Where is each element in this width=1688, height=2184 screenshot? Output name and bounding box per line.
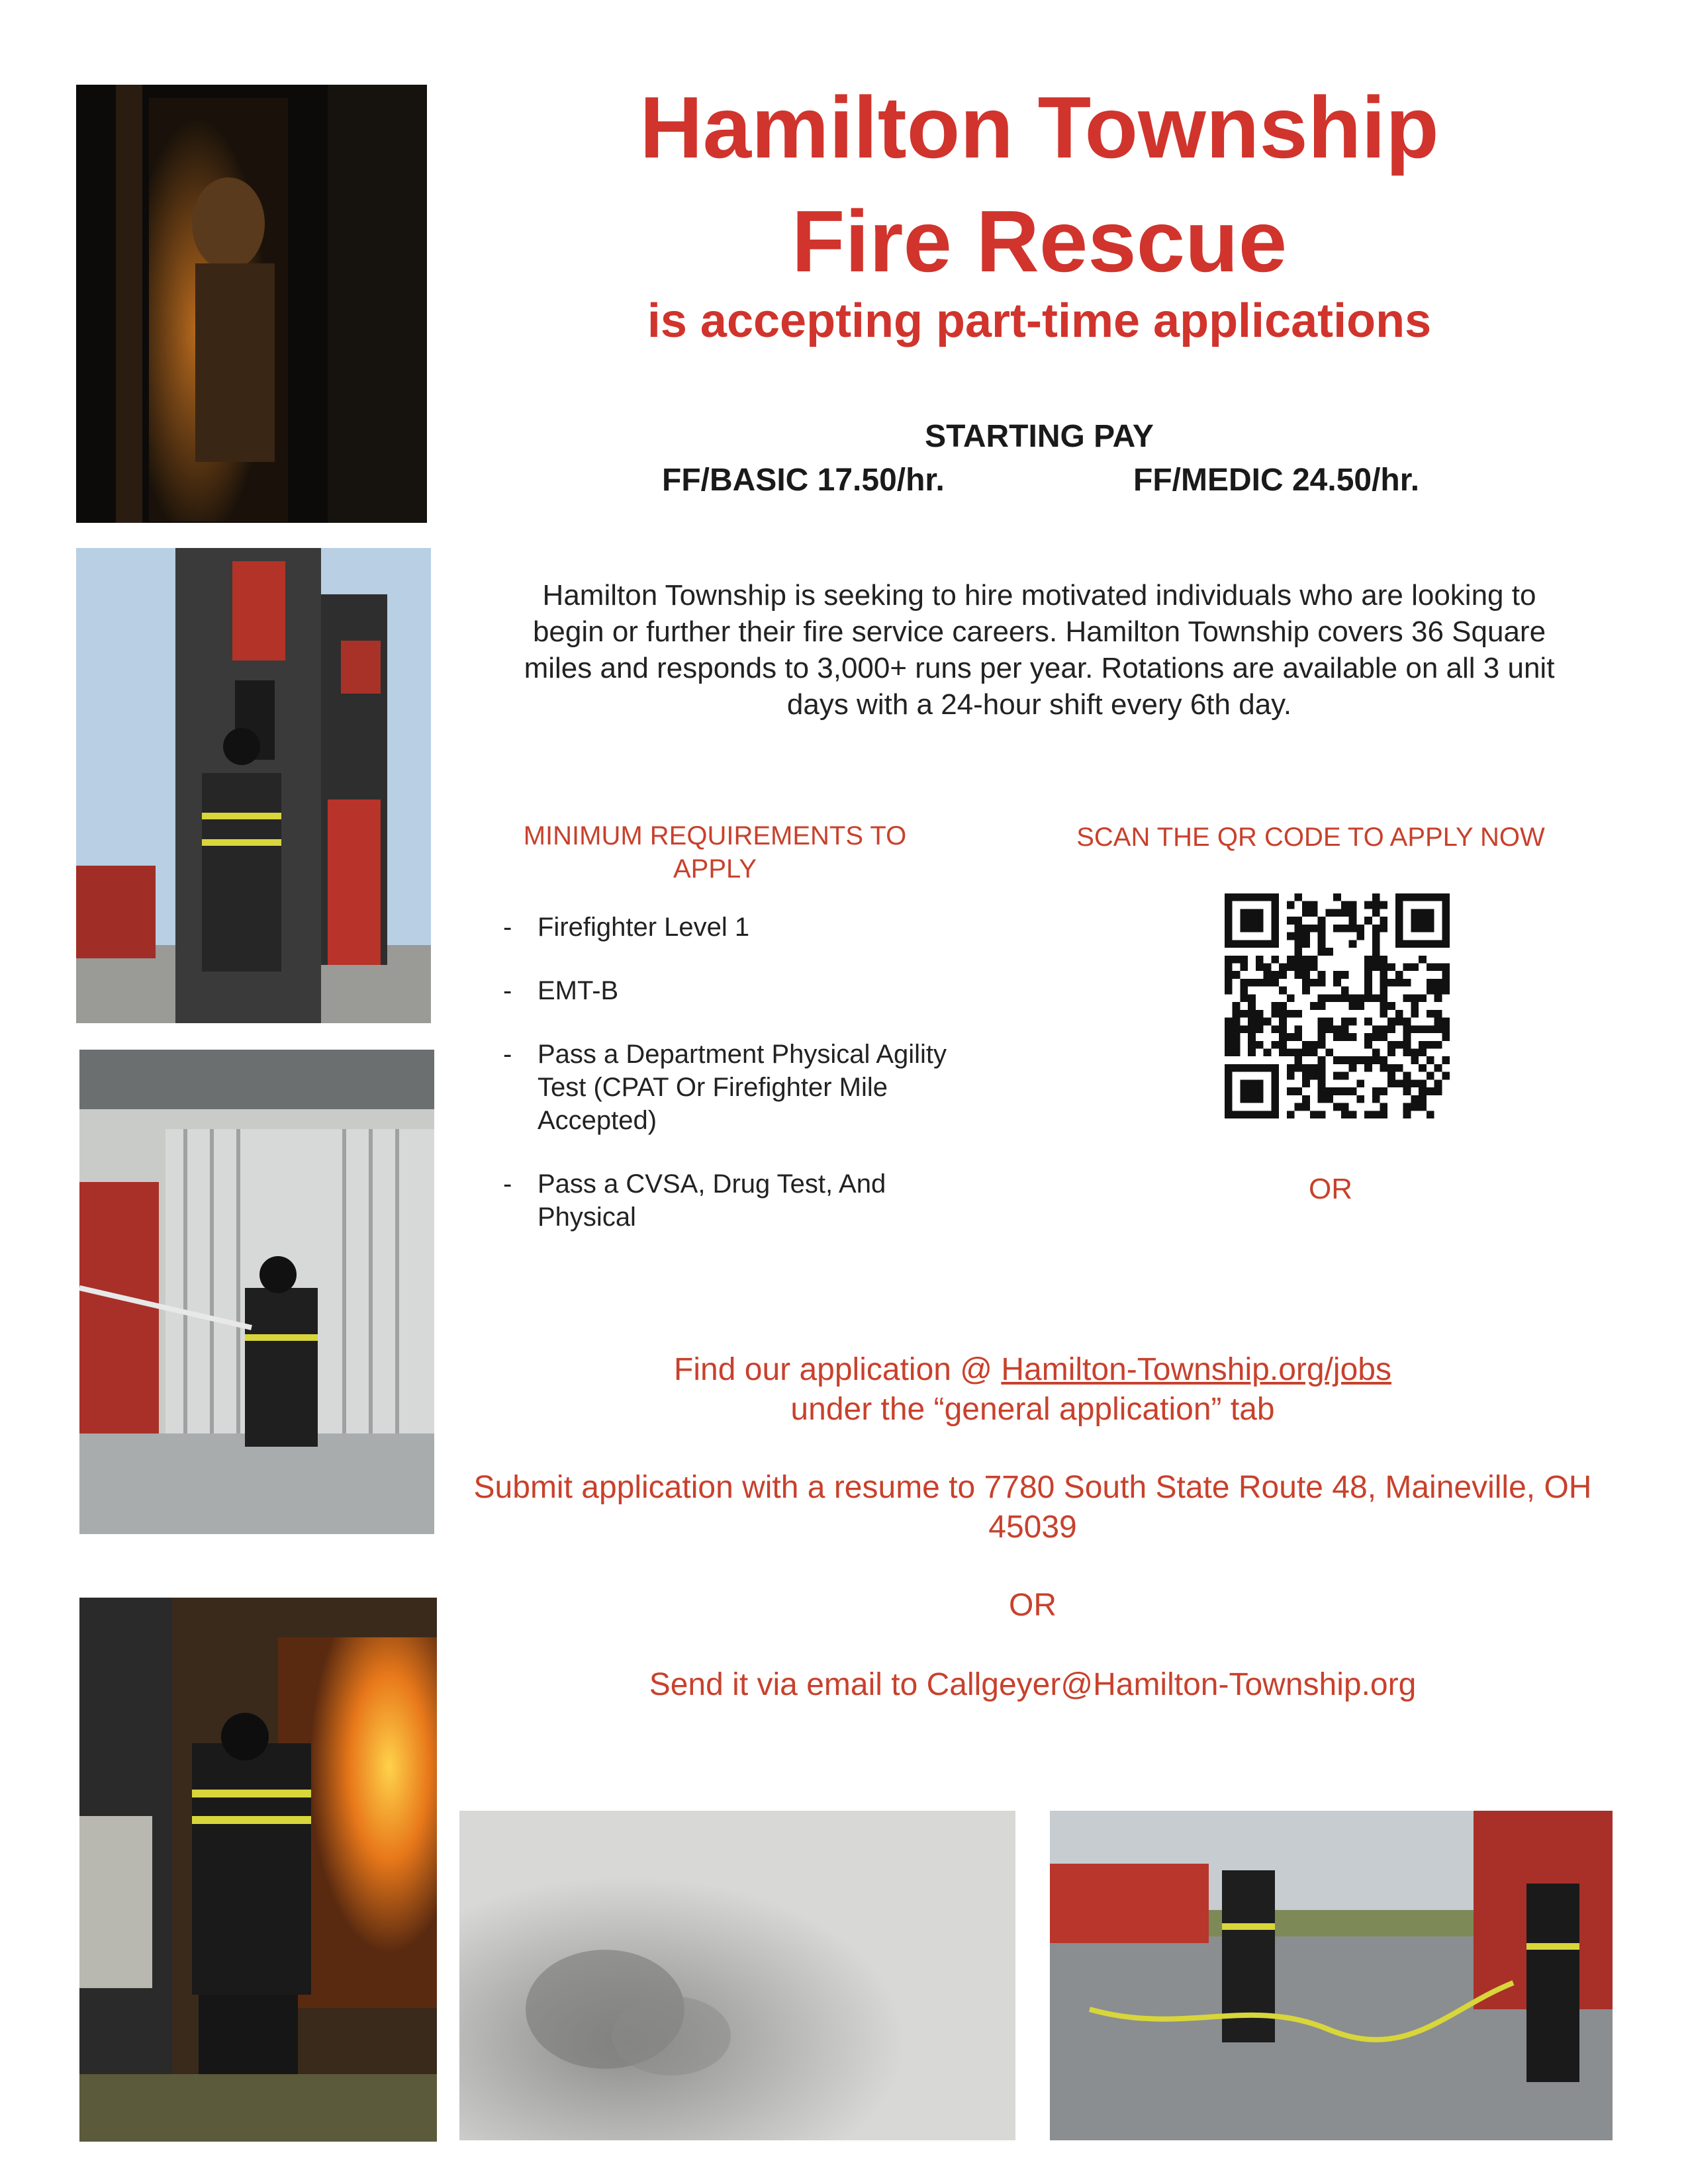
photo-hose-crew — [1050, 1811, 1613, 2140]
email-line: Send it via email to Callgeyer@Hamilton-Township.org — [649, 1667, 1417, 1702]
intro-paragraph: Hamilton Township is seeking to hire motivated individuals who are looking to begin or further their fire service careers. Hamilton Township covers 36 Square miles and responds to 3,000+ runs per year. Rotations are available on all 3 unit days with a 24-hour shift every 6th day. — [524, 579, 1555, 721]
starting-pay-heading: STARTING PAY — [925, 419, 1154, 454]
photo-training-tower — [76, 548, 431, 1023]
page-title-line-2: Fire Rescue — [791, 193, 1288, 290]
general-application-tab-note: under the “general application” tab — [790, 1392, 1275, 1427]
photo-firefighter-dark-doorway — [76, 85, 427, 523]
or-separator-2: OR — [1009, 1588, 1056, 1623]
qr-code-graphic — [1225, 893, 1450, 1118]
list-item: - Pass a Department Physical Agility Test (CPAT Or Firefighter Mile Accepted) — [503, 1038, 966, 1137]
photo-smoke — [459, 1811, 1015, 2140]
qr-heading: SCAN THE QR CODE TO APPLY NOW — [1076, 823, 1545, 852]
list-item: - Firefighter Level 1 — [503, 911, 966, 944]
pay-basic-rate: FF/BASIC 17.50/hr. — [662, 463, 945, 498]
requirements-heading: MINIMUM REQUIREMENTS TO APPLY — [523, 821, 907, 884]
page-title-line-1: Hamilton Township — [639, 79, 1439, 176]
find-application-prefix: Find our application @ — [674, 1352, 1002, 1387]
jobs-link[interactable]: Hamilton-Township.org/jobs — [1001, 1352, 1391, 1387]
submit-address-line: Submit application with a resume to 7780 South State Route 48, Maineville, OH 45039 — [473, 1470, 1592, 1545]
qr-code[interactable] — [1225, 893, 1450, 1118]
requirements-list — [503, 911, 966, 1264]
pay-medic-rate: FF/MEDIC 24.50/hr. — [1133, 463, 1420, 498]
or-separator: OR — [1309, 1173, 1352, 1205]
list-item: - EMT-B — [503, 974, 966, 1007]
page-subtitle: is accepting part-time applications — [647, 295, 1432, 347]
find-application-line — [463, 1350, 1602, 1390]
photo-hose-training — [79, 1050, 434, 1534]
photo-firefighter-flames — [79, 1598, 437, 2142]
list-item: - Pass a CVSA, Drug Test, And Physical — [503, 1167, 966, 1234]
